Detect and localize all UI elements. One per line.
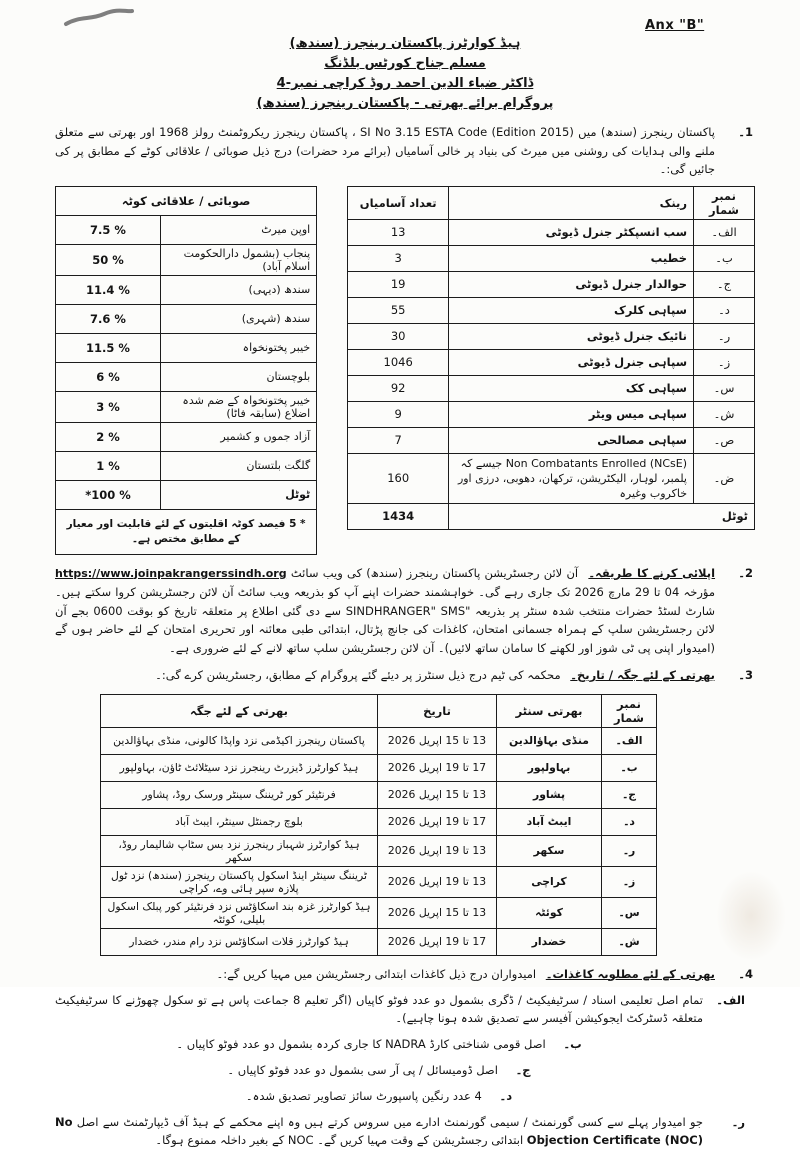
venue-cell: ہیڈ کوارٹرز شہباز رینجرز نزد بس سٹاپ شالیمار روڈ، سکھر [101, 835, 378, 866]
serial-cell: د۔ [602, 808, 657, 835]
noc-certificate-label: No Objection Certificate (NOC) [55, 1115, 703, 1147]
col-rank: رینک [449, 186, 694, 219]
serial-cell: الف۔ [602, 727, 657, 754]
table-row [101, 727, 657, 754]
table-row [348, 323, 755, 349]
count-cell: 7 [348, 427, 449, 453]
letterhead-line-hq: ہیڈ کوارٹرز پاکستان رینجرز (سندھ) [289, 36, 521, 51]
table-row [101, 808, 657, 835]
count-cell: 30 [348, 323, 449, 349]
rank-cell: سپاہی میس ویٹر [449, 401, 694, 427]
center-cell: ایبٹ آباد [497, 808, 602, 835]
serial-cell: ر۔ [694, 323, 755, 349]
date-cell: 13 تا 19 اپریل 2026 [378, 866, 497, 897]
quota-cell: 11.5 % [56, 333, 161, 362]
para-required-documents [55, 965, 755, 984]
count-cell: 55 [348, 297, 449, 323]
venue-cell: ٹریننگ سینٹر اینڈ اسکول پاکستان رینجرز (سندھ) نزد ٹول پلازہ سپر ہائی وے، کراچی [101, 866, 378, 897]
table-row [348, 401, 755, 427]
table-row [101, 781, 657, 808]
table-row [56, 275, 317, 304]
table-row [348, 297, 755, 323]
table-row [56, 244, 317, 275]
item-text: تمام اصل تعلیمی اسناد / سرٹیفیکیٹ / ڈگری بشمول دو عدد فوٹو کاپیاں (اگر تعلیم 8 جماعت پاس ہے تو سکول چھوڑنے کا سرٹیفیکیٹ متعلقہ ڈسٹرکٹ ایجوکیشن آفیسر سے تصدیق شدہ ہونا چاہیے)۔ [55, 993, 703, 1025]
table-header-row [101, 694, 657, 727]
item-serial: ر۔ [731, 1115, 745, 1129]
how-to-apply-text-rest: مؤرخہ 04 تا 29 مارچ 2026 تک جاری رہے گی۔ خواہشمند حضرات اپنے آپ کو بذریعہ ویب سائٹ آن لائن رجسٹریشن کروا سکتے ہیں۔ شارٹ لسٹڈ حضرات منتخب شدہ سنٹر پر بذریعہ "SINDHRANGER" SMS سے دی گئی اطلاع پر متعلقہ تاریخ کو بوقت 0600 بجے آن لائن رجسٹریشن سلپ کے ہمراہ جسمانی امتحان، کاغذات کی جانچ پڑتال، ابتدائی طبی معائنہ اور تحریری امتحان کے لئے حاضر ہوں گے (امیدوار اپنی پی ٹی شوز اور لکھنے کا سامان ساتھ لائیں)۔ آن لائن رجسٹریشن سلپ ساتھ لانے کے لئے ضروری ہے۔ [55, 585, 716, 655]
quota-cell: 6 % [56, 362, 161, 391]
rank-cell: خطیب [449, 245, 694, 271]
quota-cell: 11.4 % [56, 275, 161, 304]
table-row [348, 375, 755, 401]
letterhead [55, 34, 755, 114]
table-row [348, 219, 755, 245]
table-row [101, 754, 657, 781]
item-text-before-noc: جو امیدوار پہلے سے کسی گورنمنٹ / سیمی گورنمنٹ ادارے میں سروس کرتے ہیں وہ اپنے محکمے کے ہیڈ آف ڈیپارٹمنٹ سے اصل [76, 1115, 704, 1129]
rank-cell: سپاہی مصالحی [449, 427, 694, 453]
quota-cell: 3 % [56, 391, 161, 422]
rank-cell: سب انسپکٹر جنرل ڈیوٹی [449, 219, 694, 245]
venue-cell: بلوچ رجمنٹل سینٹر، ایبٹ آباد [101, 808, 378, 835]
serial-cell: ب۔ [602, 754, 657, 781]
list-item-domicile [55, 1061, 755, 1079]
venue-cell: ہیڈ کوارٹرز ڈیزرٹ رینجرز نزد سیٹلائٹ ٹاؤن، بہاولپور [101, 754, 378, 781]
table-row [348, 427, 755, 453]
region-cell: گلگت بلتستان [161, 451, 317, 480]
letterhead-line-address: ڈاکٹر ضیاء الدین احمد روڈ کراچی نمبر-4 [276, 76, 534, 91]
para-number: 2۔ [738, 565, 753, 580]
table-note-row [56, 509, 317, 554]
col-count: تعداد آسامیاں [348, 186, 449, 219]
col-venue: بھرتی کے لئے جگہ [101, 694, 378, 727]
region-cell: سندھ (شہری) [161, 304, 317, 333]
para-place-date [55, 666, 755, 685]
date-cell: 17 تا 19 اپریل 2026 [378, 808, 497, 835]
quota-cell: 1 % [56, 451, 161, 480]
quota-cell: 7.6 % [56, 304, 161, 333]
quota-cell: 2 % [56, 422, 161, 451]
count-cell: 1046 [348, 349, 449, 375]
table-total-row [348, 503, 755, 529]
table-row [348, 271, 755, 297]
table-header-row [348, 186, 755, 219]
list-item-cnic [55, 1035, 755, 1053]
serial-cell: ب۔ [694, 245, 755, 271]
rank-cell: Non Combatants Enrolled (NCsE) جیسے کہ پلمبر، لوہار، الیکٹریشن، ترکھان، دھوبی، درزی اور خاکروب وغیرہ [449, 453, 694, 503]
scan-smudge [716, 871, 786, 961]
registration-website-link: https://www.joinpakrangerssindh.org [55, 566, 287, 580]
date-cell: 13 تا 15 اپریل 2026 [378, 781, 497, 808]
center-cell: پشاور [497, 781, 602, 808]
letterhead-line-building: مسلم جناح کورٹس بلڈنگ [324, 56, 486, 71]
item-serial: الف۔ [716, 993, 745, 1007]
serial-cell: ش۔ [602, 928, 657, 955]
table-row-ncse [348, 453, 755, 503]
documents-list [55, 991, 755, 1149]
item-serial: د۔ [499, 1089, 513, 1103]
serial-cell: ش۔ [694, 401, 755, 427]
date-cell: 17 تا 19 اپریل 2026 [378, 754, 497, 781]
col-serial: نمبر شمار [694, 186, 755, 219]
serial-cell: ج۔ [602, 781, 657, 808]
center-cell: کوئٹہ [497, 897, 602, 928]
table-row [101, 897, 657, 928]
table-row [56, 391, 317, 422]
ranks-vacancies-table [347, 186, 755, 530]
region-cell: بلوچستان [161, 362, 317, 391]
vacancy-tables [55, 186, 755, 555]
place-date-text: محکمہ کی ٹیم درج ذیل سنٹرز پر دیئے گئے پروگرام کے مطابق، رجسٹریشن کرے گی:۔ [155, 668, 561, 682]
date-cell: 13 تا 19 اپریل 2026 [378, 835, 497, 866]
table-row [101, 928, 657, 955]
date-cell: 17 تا 19 اپریل 2026 [378, 928, 497, 955]
serial-cell: ض۔ [694, 453, 755, 503]
rank-cell: سپاہی کلرک [449, 297, 694, 323]
region-cell: آزاد جموں و کشمیر [161, 422, 317, 451]
serial-cell: س۔ [694, 375, 755, 401]
table-row [348, 245, 755, 271]
item-serial: ب۔ [563, 1037, 582, 1051]
region-cell: خیبر پختونخواہ [161, 333, 317, 362]
region-cell: خیبر پختونخواہ کے ضم شدہ اضلاع (سابقہ فاٹا) [161, 391, 317, 422]
quota-cell: 7.5 % [56, 215, 161, 244]
quota-header: صوبائی / علاقائی کوٹہ [56, 186, 317, 215]
rank-cell: سپاہی جنرل ڈیوٹی [449, 349, 694, 375]
total-value: 1434 [348, 503, 449, 529]
venue-cell: ہیڈ کوارٹرز غزہ بند اسکاؤٹس نزد فرنٹیئر کور پبلک اسکول بلیلی، کوئٹہ [101, 897, 378, 928]
para-number: 1۔ [738, 125, 753, 139]
total-label: ٹوٹل [161, 480, 317, 509]
para-intro-text: پاکستان رینجرز (سندھ) میں SI No 3.15 ESTA Code (Edition 2015) ، پاکستان رینجرز ریکروٹمنٹ رولز 1968 اور بھرتی سے متعلق ملنے والی ہدایات کی روشنی میں میرٹ کی بنیاد پر خالی آسامیاں (برائے مرد حضرات) درج ذیل صوبائی / علاقائی کوٹے کے مطابق پر کی جائیں گی:۔ [55, 125, 716, 176]
serial-cell: الف۔ [694, 219, 755, 245]
place-date-heading: بھرتی کے لئے جگہ / تاریخ۔ [570, 668, 715, 682]
count-cell: 9 [348, 401, 449, 427]
list-item-noc [55, 1113, 755, 1149]
table-row [56, 333, 317, 362]
annex-label: Anx "B" [645, 18, 705, 33]
center-cell: منڈی بہاؤالدین [497, 727, 602, 754]
venue-cell: پاکستان رینجرز اکیڈمی نزد واپڈا کالونی، منڈی بہاؤالدین [101, 727, 378, 754]
col-date: تاریخ [378, 694, 497, 727]
total-label: ٹوٹل [449, 503, 755, 529]
list-item-photos [55, 1087, 755, 1105]
how-to-apply-text-start: آن لائن رجسٹریشن پاکستان رینجرز (سندھ) کی ویب سائٹ [290, 565, 579, 580]
table-row [56, 215, 317, 244]
item-text-after-noc: ابتدائی رجسٹریشن کے وقت مہیا کریں گے۔ NOC کے بغیر داخلہ ممنوع ہوگا۔ [155, 1133, 524, 1147]
rank-cell: سپاہی کک [449, 375, 694, 401]
table-row [56, 362, 317, 391]
item-text: 4 عدد رنگین پاسپورٹ سائز تصاویر تصدیق شدہ۔ [245, 1089, 482, 1103]
table-row [101, 835, 657, 866]
provincial-quota-table [55, 186, 317, 555]
center-cell: کراچی [497, 866, 602, 897]
rank-cell: نائیک جنرل ڈیوٹی [449, 323, 694, 349]
date-cell: 13 تا 15 اپریل 2026 [378, 727, 497, 754]
item-text: اصل ڈومیسائل / پی آر سی بشمول دو عدد فوٹو کاپیاں ۔ [227, 1063, 498, 1077]
how-to-apply-heading: اپلائی کرنے کا طریقہ۔ [588, 565, 716, 580]
date-cell: 13 تا 15 اپریل 2026 [378, 897, 497, 928]
para-how-to-apply [55, 564, 755, 658]
table-total-row [56, 480, 317, 509]
count-cell: 92 [348, 375, 449, 401]
table-row [56, 304, 317, 333]
count-cell: 19 [348, 271, 449, 297]
minority-quota-note: * 5 فیصد کوٹہ اقلیتوں کے لئے قابلیت اور معیار کے مطابق مختص ہے۔ [56, 509, 317, 554]
serial-cell: س۔ [602, 897, 657, 928]
para-intro [55, 123, 755, 179]
para-number: 3۔ [738, 668, 753, 682]
serial-cell: ج۔ [694, 271, 755, 297]
list-item-education-certificates [55, 991, 755, 1027]
region-cell: سندھ (دیہی) [161, 275, 317, 304]
quota-cell: 50 % [56, 244, 161, 275]
serial-cell: ز۔ [602, 866, 657, 897]
table-row [348, 349, 755, 375]
venue-cell: ہیڈ کوارٹرز قلات اسکاؤٹس نزد رام مندر، خضدار [101, 928, 378, 955]
table-row [56, 422, 317, 451]
count-cell: 3 [348, 245, 449, 271]
recruitment-centers-table [100, 694, 657, 956]
letterhead-line-program: پروگرام برائے بھرتی - پاکستان رینجرز (سندھ) [256, 96, 554, 111]
region-cell: پنجاب (بشمول دارالحکومت اسلام آباد) [161, 244, 317, 275]
item-serial: ج۔ [515, 1063, 531, 1077]
required-documents-text: امیدواران درج ذیل کاغذات ابتدائی رجسٹریشن میں مہیا کریں گے:۔ [216, 966, 537, 981]
col-serial: نمبر شمار [602, 694, 657, 727]
table-row [56, 451, 317, 480]
region-cell: اوپن میرٹ [161, 215, 317, 244]
table-row [101, 866, 657, 897]
count-cell: 160 [348, 453, 449, 503]
table-header-row [56, 186, 317, 215]
required-documents-heading: بھرتی کے لئے مطلوبہ کاغذات۔ [545, 966, 715, 981]
center-cell: سکھر [497, 835, 602, 866]
para-number: 4۔ [738, 966, 753, 981]
count-cell: 13 [348, 219, 449, 245]
col-center: بھرتی سنٹر [497, 694, 602, 727]
serial-cell: د۔ [694, 297, 755, 323]
total-value: *100 % [56, 480, 161, 509]
center-cell: بہاولپور [497, 754, 602, 781]
rank-cell: حوالدار جنرل ڈیوٹی [449, 271, 694, 297]
item-text: اصل قومی شناختی کارڈ NADRA کا جاری کردہ بشمول دو عدد فوٹو کاپیاں ۔ [176, 1037, 546, 1051]
serial-cell: ر۔ [602, 835, 657, 866]
venue-cell: فرنٹیئر کور ٹریننگ سینٹر ورسک روڈ، پشاور [101, 781, 378, 808]
serial-cell: ز۔ [694, 349, 755, 375]
center-cell: خضدار [497, 928, 602, 955]
serial-cell: ص۔ [694, 427, 755, 453]
